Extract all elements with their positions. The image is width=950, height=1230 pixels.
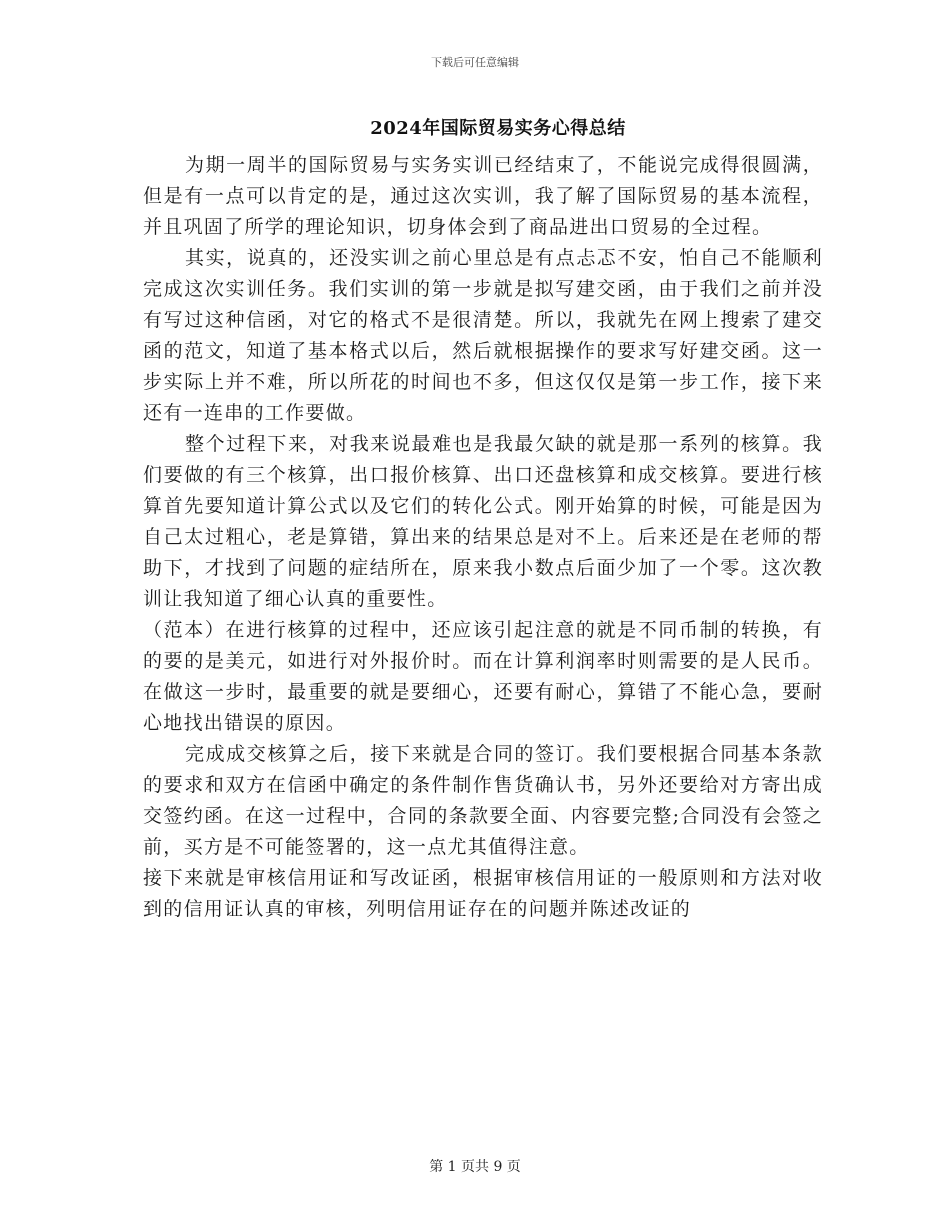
paragraph: （范本）在进行核算的过程中，还应该引起注意的就是不同币制的转换，有的要的是美元，如进行对外报价时。而在计算利润率时则需要的是人民币。在做这一步时，最重要的就是要细心，还要有耐心，算错了不能心急，要耐心地找出错误的原因。 <box>143 619 823 734</box>
paragraph: 接下来就是审核信用证和写改证函，根据审核信用证的一般原则和方法对收到的信用证认真的审核，列明信用证存在的问题并陈述改证的 <box>143 867 823 920</box>
paragraph: 为期一周半的国际贸易与实务实训已经结束了，不能说完成得很圆满，但是有一点可以肯定的是，通过这次实训，我了解了国际贸易的基本流程，并且巩固了所学的理论知识，切身体会到了商品进出口贸易的全过程。 <box>143 154 823 238</box>
document-title: 2024年国际贸易实务心得总结 <box>370 118 626 139</box>
paragraph: 其实，说真的，还没实训之前心里总是有点忐忑不安，怕自己不能顺利完成这次实训任务。我们实训的第一步就是拟写建交函，由于我们之前并没有写过这种信函，对它的格式不是很清楚。所以，我就先在网上搜索了建交函的范文，知道了基本格式以后，然后就根据操作的要求写好建交函。这一步实际上并不难，所以所花的时间也不多，但这仅仅是第一步工作，接下来还有一连串的工作要做。 <box>143 247 823 424</box>
page-number-footer: 第 1 页共 9 页 <box>429 1159 521 1175</box>
paragraph: 完成成交核算之后，接下来就是合同的签订。我们要根据合同基本条款的要求和双方在信函中确定的条件制作售货确认书，另外还要给对方寄出成交签约函。在这一过程中，合同的条款要全面、内容要完整;合同没有会签之前，买方是不可能签署的，这一点尤其值得注意。 <box>143 743 823 858</box>
document-body <box>143 150 823 925</box>
header-note: 下载后可任意编辑 <box>431 56 519 69</box>
paragraph: 整个过程下来，对我来说最难也是我最欠缺的就是那一系列的核算。我们要做的有三个核算，出口报价核算、出口还盘核算和成交核算。要进行核算首先要知道计算公式以及它们的转化公式。刚开始算的时候，可能是因为自己太过粗心，老是算错，算出来的结果总是对不上。后来还是在老师的帮助下，才找到了问题的症结所在，原来我小数点后面少加了一个零。这次教训让我知道了细心认真的重要性。 <box>143 433 823 610</box>
